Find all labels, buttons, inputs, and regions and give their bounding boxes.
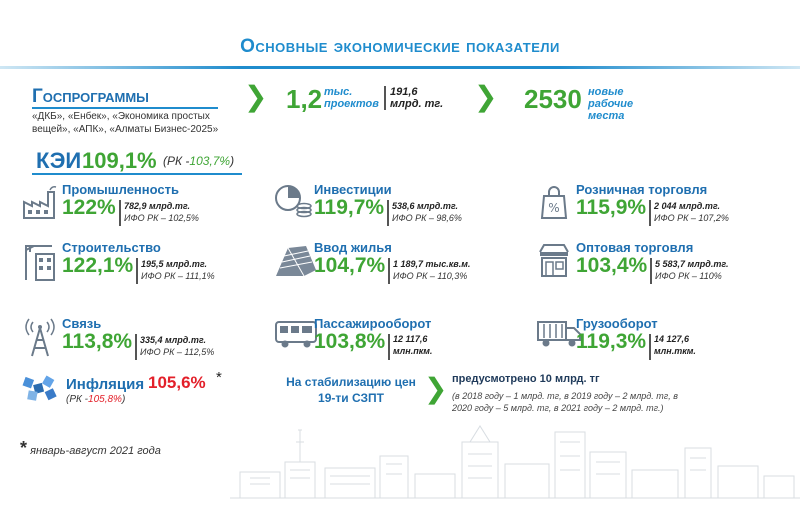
stabilization-title: На стабилизацию цен 19-ти СЗПТ	[286, 375, 416, 405]
projects-value: 1,2	[286, 84, 323, 114]
indicator-divider	[388, 258, 390, 284]
indicator-ifo: ИФО РК – 110,3%	[393, 271, 468, 281]
jobs-value: 2530	[524, 84, 582, 114]
indicator-name: Ввод жилья	[314, 240, 392, 255]
chevron-right-icon: ❯	[244, 81, 268, 112]
inflation-asterisk: *	[216, 369, 222, 386]
indicator-divider	[135, 334, 137, 360]
title-divider	[0, 66, 800, 69]
gosprogrammy-underline	[32, 107, 218, 109]
indicator-ifo: ИФО РК – 98,6%	[392, 213, 462, 223]
indicator-divider	[649, 200, 651, 226]
footnote: * январь-август 2021 года	[20, 438, 161, 458]
indicator-name: Оптовая торговля	[576, 240, 694, 255]
inflation-value: 105,6%	[148, 373, 206, 392]
jobs-unit: новые рабочие места	[588, 86, 634, 122]
indicator-percent: 119,7%	[314, 196, 385, 219]
stabilization-note: (в 2018 году – 1 млрд. тг, в 2019 году – 2 млрд. тг, в 2020 году – 5 млрд. тг, в 2021 году – 2 млрд. тг.)	[452, 391, 678, 413]
kei-label: КЭИ	[36, 148, 82, 173]
indicator-card	[22, 240, 262, 296]
indicator-volume: 12 117,6 млн.пкм.	[393, 334, 433, 356]
indicator-ifo: ИФО РК – 102,5%	[124, 213, 199, 223]
city-skyline-illustration	[230, 412, 800, 500]
indicator-divider	[136, 258, 138, 284]
indicator-name: Грузооборот	[576, 316, 658, 331]
indicator-percent: 104,7%	[314, 254, 386, 277]
inflation-icon	[22, 374, 60, 404]
indicator-name: Строительство	[62, 240, 161, 255]
chevron-right-icon: ❯	[424, 373, 448, 404]
indicator-ifo: ИФО РК – 107,2%	[654, 213, 729, 223]
indicator-percent: 103,4%	[576, 254, 648, 277]
indicator-divider	[649, 334, 651, 360]
indicator-card	[274, 240, 514, 296]
projects-amount: 191,6 млрд. тг.	[390, 86, 444, 110]
indicator-card	[274, 182, 514, 238]
kei-value: 109,1%	[82, 148, 157, 173]
projects-unit: тыс. проектов	[324, 86, 379, 110]
store-icon	[536, 242, 572, 283]
indicator-percent: 122%	[62, 196, 116, 219]
divider-bar	[384, 86, 386, 110]
indicator-card	[536, 182, 776, 238]
indicator-ifo: ИФО РК – 111,1%	[141, 271, 215, 281]
indicator-volume: 5 583,7 млрд.тг.	[655, 259, 729, 269]
antenna-icon	[22, 318, 58, 363]
inflation-rk: (РК -105,8%)	[66, 394, 126, 405]
indicator-card	[536, 240, 776, 296]
indicator-percent: 103,8%	[314, 330, 386, 353]
indicator-card	[274, 316, 514, 372]
indicator-percent: 122,1%	[62, 254, 134, 277]
indicator-name: Инвестиции	[314, 182, 392, 197]
indicator-divider	[388, 334, 390, 360]
page-title: Основные экономические показатели	[240, 36, 560, 57]
indicator-divider	[119, 200, 121, 226]
chevron-right-icon: ❯	[474, 81, 498, 112]
investment-chart-icon	[274, 184, 314, 225]
indicator-volume: 538,6 млрд.тг.	[392, 201, 459, 211]
kei-underline	[32, 173, 242, 175]
housing-icon	[274, 242, 318, 283]
indicator-ifo: ИФО РК – 112,5%	[140, 347, 215, 357]
indicator-name: Связь	[62, 316, 102, 331]
crane-building-icon	[22, 242, 58, 287]
inflation-label: Инфляция	[66, 376, 145, 393]
indicator-volume: 14 127,6 млн.ткм.	[654, 334, 696, 356]
factory-icon	[22, 184, 58, 225]
indicator-percent: 113,8%	[62, 330, 133, 353]
indicator-name: Розничная торговля	[576, 182, 708, 197]
indicator-ifo: ИФО РК – 110%	[655, 271, 722, 281]
indicator-name: Пассажирооборот	[314, 316, 432, 331]
stabilization-provided: предусмотрено 10 млрд. тг	[452, 373, 600, 385]
kei-rk: (РК -103,7%)	[163, 154, 235, 168]
indicator-volume: 335,4 млрд.тг.	[140, 335, 207, 345]
indicator-name: Промышленность	[62, 182, 179, 197]
indicator-card	[536, 316, 776, 372]
indicator-divider	[387, 200, 389, 226]
indicator-volume: 195,5 млрд.тг.	[141, 259, 208, 269]
indicator-divider	[650, 258, 652, 284]
indicator-card	[22, 182, 262, 238]
svg-text:%: %	[548, 201, 560, 215]
indicator-volume: 782,9 млрд.тг.	[124, 201, 191, 211]
indicator-volume: 2 044 млрд.тг.	[654, 201, 721, 211]
indicator-volume: 1 189,7 тыс.кв.м.	[393, 259, 471, 269]
indicator-card	[22, 316, 262, 372]
shopping-bag-icon	[536, 184, 572, 225]
gosprogrammy-subtitle: «ДКБ», «Енбек», «Экономика простых вещей», «АПК», «Алматы Бизнес-2025»	[32, 111, 219, 135]
indicator-percent: 119,3%	[576, 330, 647, 353]
indicator-percent: 115,9%	[576, 196, 647, 219]
bus-icon	[274, 318, 318, 355]
gosprogrammy-title: Госпрограммы	[32, 86, 149, 107]
